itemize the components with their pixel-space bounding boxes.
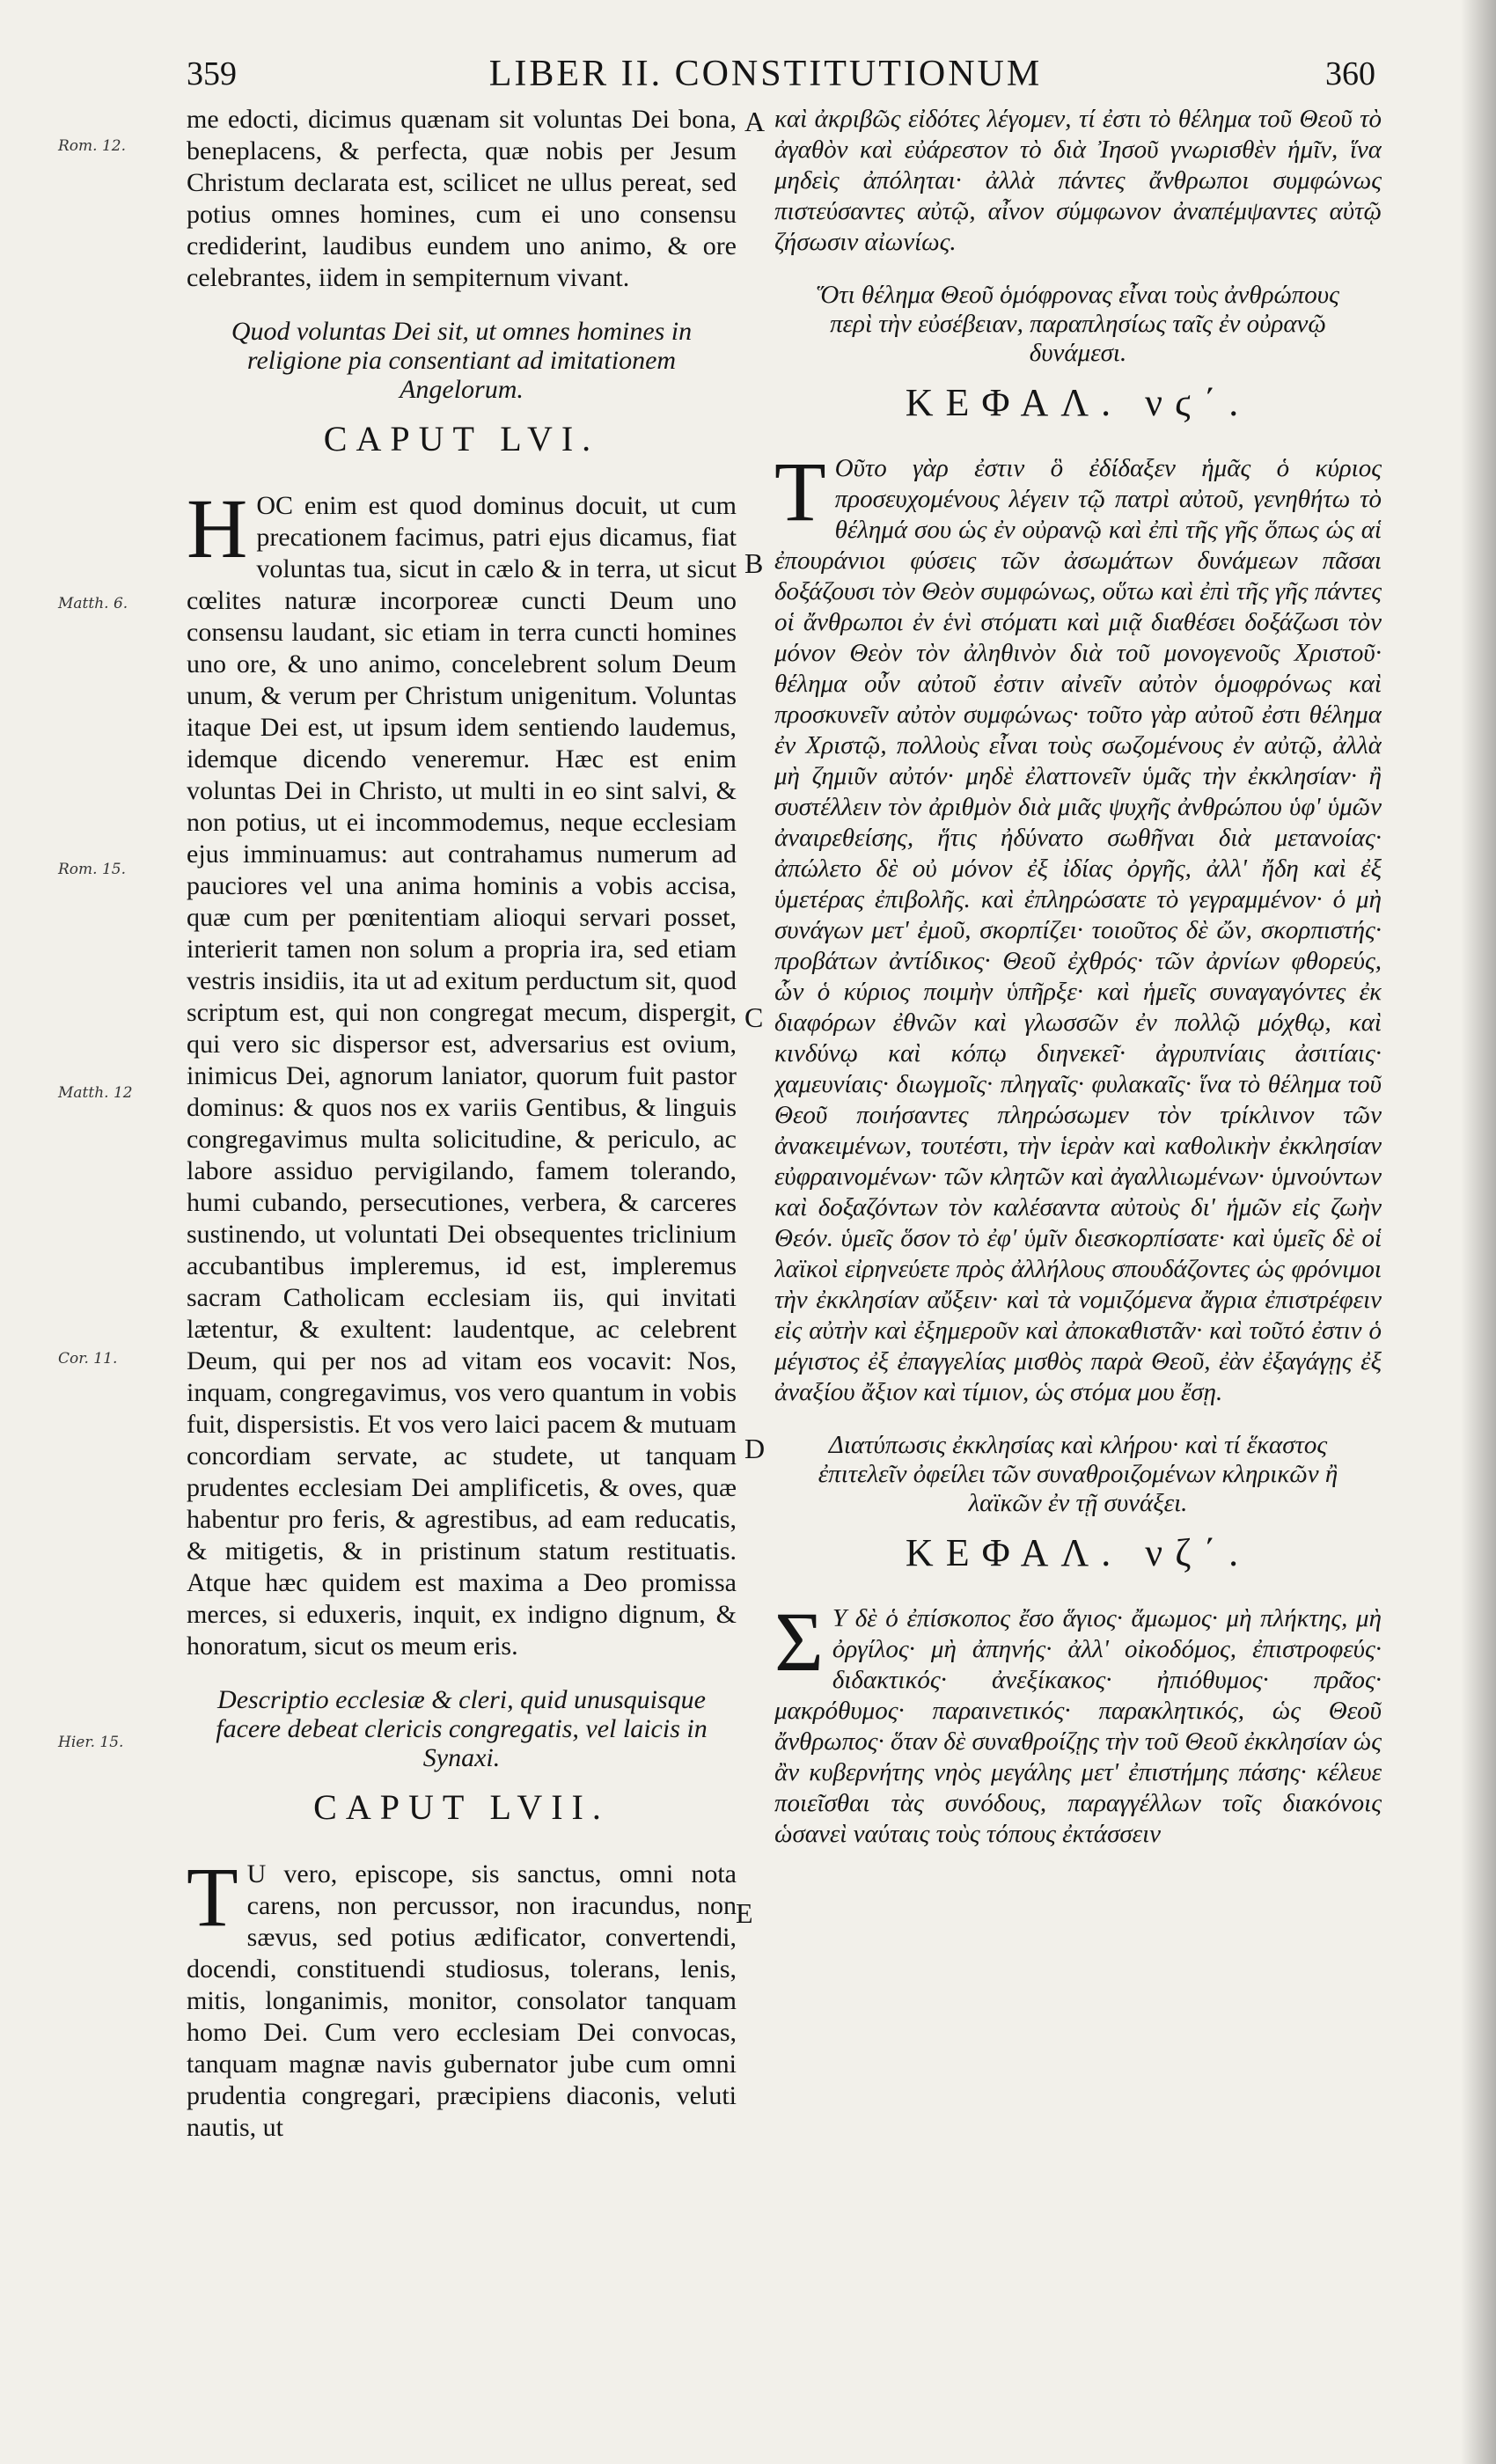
latin-chapter-heading: CAPUT LVII. <box>313 1787 610 1827</box>
margin-note: Cor. 11. <box>58 1350 118 1368</box>
greek-rubric: Ὅτι θέλημα Θεοῦ ὁμόφρονας εἶναι τοὺς ἀνθρώπους περὶ τὴν εὐσέβειαν, παραπλησίως ταῖς ἐν οὐρανῷ δυνάμεσι. <box>817 281 1339 367</box>
latin-paragraph <box>187 481 737 1662</box>
running-title: LIBER II. CONSTITUTIONUM <box>488 54 1043 94</box>
margin-notes <box>0 0 176 2464</box>
section-letter: C <box>744 1001 764 1033</box>
margin-note: Hier. 15. <box>58 1734 124 1751</box>
greek-chapter-heading: ΚΕΦΑΛ. νϛ΄. <box>905 381 1251 424</box>
margin-note: Matth. 12 <box>58 1084 133 1102</box>
section-letter: E <box>736 1897 753 1929</box>
page-number-right: 360 <box>1325 55 1375 92</box>
greek-paragraph <box>774 1595 1382 1850</box>
latin-paragraph-text: OC enim est quod dominus docuit, ut cum precationem facimus, patri ejus dicamus, fiat voluntas tua, sicut in cælo & in terra, ut sicut cœlites naturæ incorporeæ cuncti Deum uno consensu laudant, sic etiam in terra cuncti homines uno ore, & uno animo, concelebrent solum Deum unum, & verum per Christum unigenitum. Voluntas itaque Dei est, ut ipsum idem sentiendo laudemus, idemque dicendo veneremur. Hæc est enim voluntas Dei in Christo, ut multi in eo sint salvi, & non potius, ut ei incommodemus, neque ecclesiam ejus imminuamus: aut contrahamus numerum ad pauciores vel una anima hominis a vobis accisa, quæ cum per pœnitentiam alioqui servari posset, interierit tamen non solum a propria ira, sed etiam vestris insidiis, ita ut ad exitum perductum sit, quod scriptum est, qui non congregat mecum, dispergit, qui vero sic dispersor est, adversarius est ovium, inimicus Dei, agnorum laniator, quorum fuit pastor dominus: & quos nos ex variis Gentibus, & linguis congregavimus multa solicitudine, & periculo, ac labore assiduo pervigilando, famem tolerando, humi cubando, persecutiones, verbera, & carceres sustinendo, ut voluntati Dei obsequentes triclinium accubantibus impleremus, id est, impleremus sacram Catholicam ecclesiam iis, qui invitati lætentur, & exultent: laudentque, ac celebrent Deum, qui per nos ad vitam eos vocavit: Nos, inquam, congregavimus, vos vero quantum in vobis fuit, dispersistis. Et vos vero laici pacem & mutuam concordiam servate, ac studete, ut tanquam prudentes ecclesiam Dei amplificetis, & oves, quæ habentur pro feris, & agrestibus, ad eam reducatis, & mitigetis, & in pristinum statum restituatis. Atque hæc quidem est maxima a Deo promissa merces, si eduxeris, inquit, ex indigno dignum, & honoratum, sicut os meum eris. <box>187 491 737 1661</box>
section-letter: A <box>744 106 766 137</box>
latin-paragraph <box>187 1850 737 2144</box>
greek-paragraph: καὶ ἀκριβῶς εἰδότες λέγομεν, τί ἐστι τὸ θέλημα τοῦ Θεοῦ τὸ ἀγαθὸν καὶ εὐάρεστον τὸ διὰ Ἰησοῦ γνωρισθὲν ἡμῖν, ἵνα μηδεὶς ἀπόληται· ἀλλὰ πάντες ἄνθρωποι συμφώνως πιστεύσαντες αὐτῷ, αἶνον σύμφωνον ἀναπέμψαντες αὐτῷ ζήσωσιν αἰωνίως. <box>774 105 1382 256</box>
greek-paragraph-text: Υ δὲ ὁ ἐπίσκοπος ἔσο ἅγιος· ἄμωμος· μὴ πλήκτης, μὴ ὀργίλος· μὴ ἀπηνής· ἀλλ' οἰκοδόμος, ἐπιστροφεύς· διδακτικός· ἀνεξίκακος· ἠπιόθυμος· πρᾶος· μακρόθυμος· παραινετικός· παρακλητικός, ὡς Θεοῦ ἄνθρωπος· ὅταν δὲ συναθροίζῃς τὴν τοῦ Θεοῦ ἐκκλησίαν ὡς ἂν κυβερνήτης νηὸς μεγάλης μετ' ἐπιστήμης πάσης· κέλευε ποιεῖσθαι τὰς συνόδους, παραγγέλλων τοῖς διακόνοις ὡσανεὶ ναύταις τοὺς τόπους ἐκτάσσειν <box>774 1604 1382 1848</box>
latin-rubric: Quod voluntas Dei sit, ut omnes homines in religione pia consentiant ad imitationem Angelorum. <box>231 317 693 404</box>
page-header <box>0 55 1496 107</box>
section-letter: B <box>744 547 764 579</box>
greek-rubric: Διατύπωσις ἐκκλησίας καὶ κλήρου· καὶ τί ἕκαστος ἐπιτελεῖν ὀφείλει τῶν συναθροιζομένων κληρικῶν ἢ λαϊκῶν ἐν τῇ συνάξει. <box>818 1431 1338 1517</box>
greek-paragraph-text: Οῦτο γὰρ ἐστιν ὃ ἐδίδαξεν ἡμᾶς ὁ κύριος προσευχομένους λέγειν τῷ πατρὶ αὐτοῦ, γενηθήτω τὸ θέλημά σου ὡς ἐν οὐρανῷ καὶ ἐπὶ τῆς γῆς ὅπως ὡς αἱ ἐπουράνιοι φύσεις τῶν ἀσωμάτων δυνάμεων πᾶσαι δοξάζουσι τὸν Θεὸν συμφώνως, οὕτω καὶ ἐπὶ τῆς γῆς πάντες οἱ ἄνθρωποι ἐν ἑνὶ στόματι καὶ μιᾷ διαθέσει δοξάζωσι τὸν μόνον Θεὸν τὸν ἀληθινὸν διὰ τοῦ μονογενοῦς Χριστοῦ· θέλημα οὖν αὐτοῦ ἐστιν αἰνεῖν αὐτὸν ὁμοφρόνως καὶ προσκυνεῖν αὐτὸν συμφώνως· τοῦτο γὰρ αὐτοῦ ἐστι θέλημα ἐν Χριστῷ, πολλοὺς εἶναι τοὺς σωζομένους ἐν αὐτῷ, ἀλλὰ μὴ ζημιῦν αὐτόν· μηδὲ ἐλαττονεῖν ὑμᾶς τὴν ἐκκλησίαν· ἢ συστέλλειν τὸν ἀριθμὸν διὰ μιᾶς ψυχῆς ἀνθρώπου ὑφ' ὑμῶν ἀναιρεθείσης, ἥτις ἠδύνατο σωθῆναι διὰ μετανοίας· ἀπώλετο δὲ οὐ μόνον ἐξ ἰδίας ὀργῆς, ἀλλ' ἤδη καὶ ἐξ ὑμετέρας ἐπιβολῆς. καὶ ἐπληρώσατε τὸ γεγραμμένον· ὁ μὴ συνάγων μετ' ἐμοῦ, σκορπίζει· τοιοῦτος δὲ ὤν, σκορπιστής· προβάτων ἀντίδικος· Θεοῦ ἐχθρός· τῶν ἀρνίων φθορεύς, ὧν ὁ κύριος ποιμὴν ὑπῆρξε· καὶ ἡμεῖς συναγαγόντες ἐκ διαφόρων ἐθνῶν καὶ γλωσσῶν ἐν πολλῷ μόχθῳ, καὶ κινδύνῳ καὶ κόπῳ διηνεκεῖ· ἀγρυπνίαις ἀσιτίαις· χαμευνίαις· διωγμοῖς· πληγαῖς· φυλακαῖς· ἵνα τὸ θέλημα τοῦ Θεοῦ ποιήσαντες πληρώσωμεν τὸν τρίκλινον τῶν ἀνακειμένων, τουτέστι, τὴν ἱερὰν καὶ καθολικὴν ἐκκλησίαν εὐφραινομένων· τῶν κλητῶν καὶ ἀγαλλιωμένων· ὑμνούντων καὶ δοξαζόντων τὸν καλέσαντα αὐτοὺς δι' ἡμῶν εἰς ζωὴν Θεόν. ὑμεῖς ὅσον τὸ ἐφ' ὑμῖν διεσκορπίσατε· καὶ ὑμεῖς δὲ οἱ λαϊκοὶ εἰρηνεύετε πρὸς ἀλλήλους σπουδάζοντες ὡς φρόνιμοι τὴν ἐκκλησίαν αὔξειν· καὶ τὰ νομιζόμενα ἄγρια ἐπιστρέφειν εἰς αὐτὴν καὶ ἐξημεροῦν καὶ ἀποκαθιστᾶν· καὶ τοῦτό ἐστιν ὁ μέγιστος ἐξ ἐπαγγελίας μισθὸς παρὰ Θεοῦ, ἐὰν ἐξαγάγῃς ἐξ ἀναξίου ἄξιον καὶ τίμιον, ὡς στόμα μου ἔσῃ. <box>774 454 1382 1406</box>
margin-note: Rom. 15. <box>58 861 126 878</box>
latin-chapter-heading: CAPUT LVI. <box>323 419 600 458</box>
latin-rubric: Descriptio ecclesiæ & cleri, quid unusquisque facere debeat clericis congregatis, vel laicis in Synaxi. <box>216 1685 708 1772</box>
drop-cap: Τ <box>774 444 826 539</box>
margin-note: Matth. 6. <box>58 595 128 612</box>
page-number-left: 359 <box>187 55 237 92</box>
page-edge-shadow <box>1461 0 1496 2464</box>
greek-paragraph <box>774 444 1382 1408</box>
greek-chapter-heading: ΚΕΦΑΛ. νζ΄. <box>905 1531 1251 1574</box>
greek-column <box>774 104 1382 2409</box>
drop-cap: Σ <box>774 1595 824 1689</box>
drop-cap: H <box>187 481 248 576</box>
latin-paragraph: me edocti, dicimus quænam sit voluntas Dei bona, beneplacens, & perfecta, quæ nobis per Jesum Christum declarata est, scilicet ne ullus pereat, sed potius omnes homines, cum ei uno consensu crediderint, laudibus eundem uno animo, & ore celebrantes, iidem in sempiternum vivant. <box>187 105 737 292</box>
latin-paragraph-text: U vero, episcope, sis sanctus, omni nota carens, non percussor, non iracundus, non sævus, sed potius ædificator, convertendi, docendi, constituendi studiosus, tolerans, lenis, mitis, longanimis, monitor, consolator tanquam homo Dei. Cum vero ecclesiam Dei convocas, tanquam magnæ navis gubernator jube cum omni prudentia congregari, præcipiens diaconis, veluti nautis, ut <box>187 1859 737 2142</box>
margin-note: Rom. 12. <box>58 137 126 155</box>
section-letter: D <box>744 1433 766 1464</box>
drop-cap: T <box>187 1850 238 1944</box>
latin-column <box>187 104 737 2409</box>
